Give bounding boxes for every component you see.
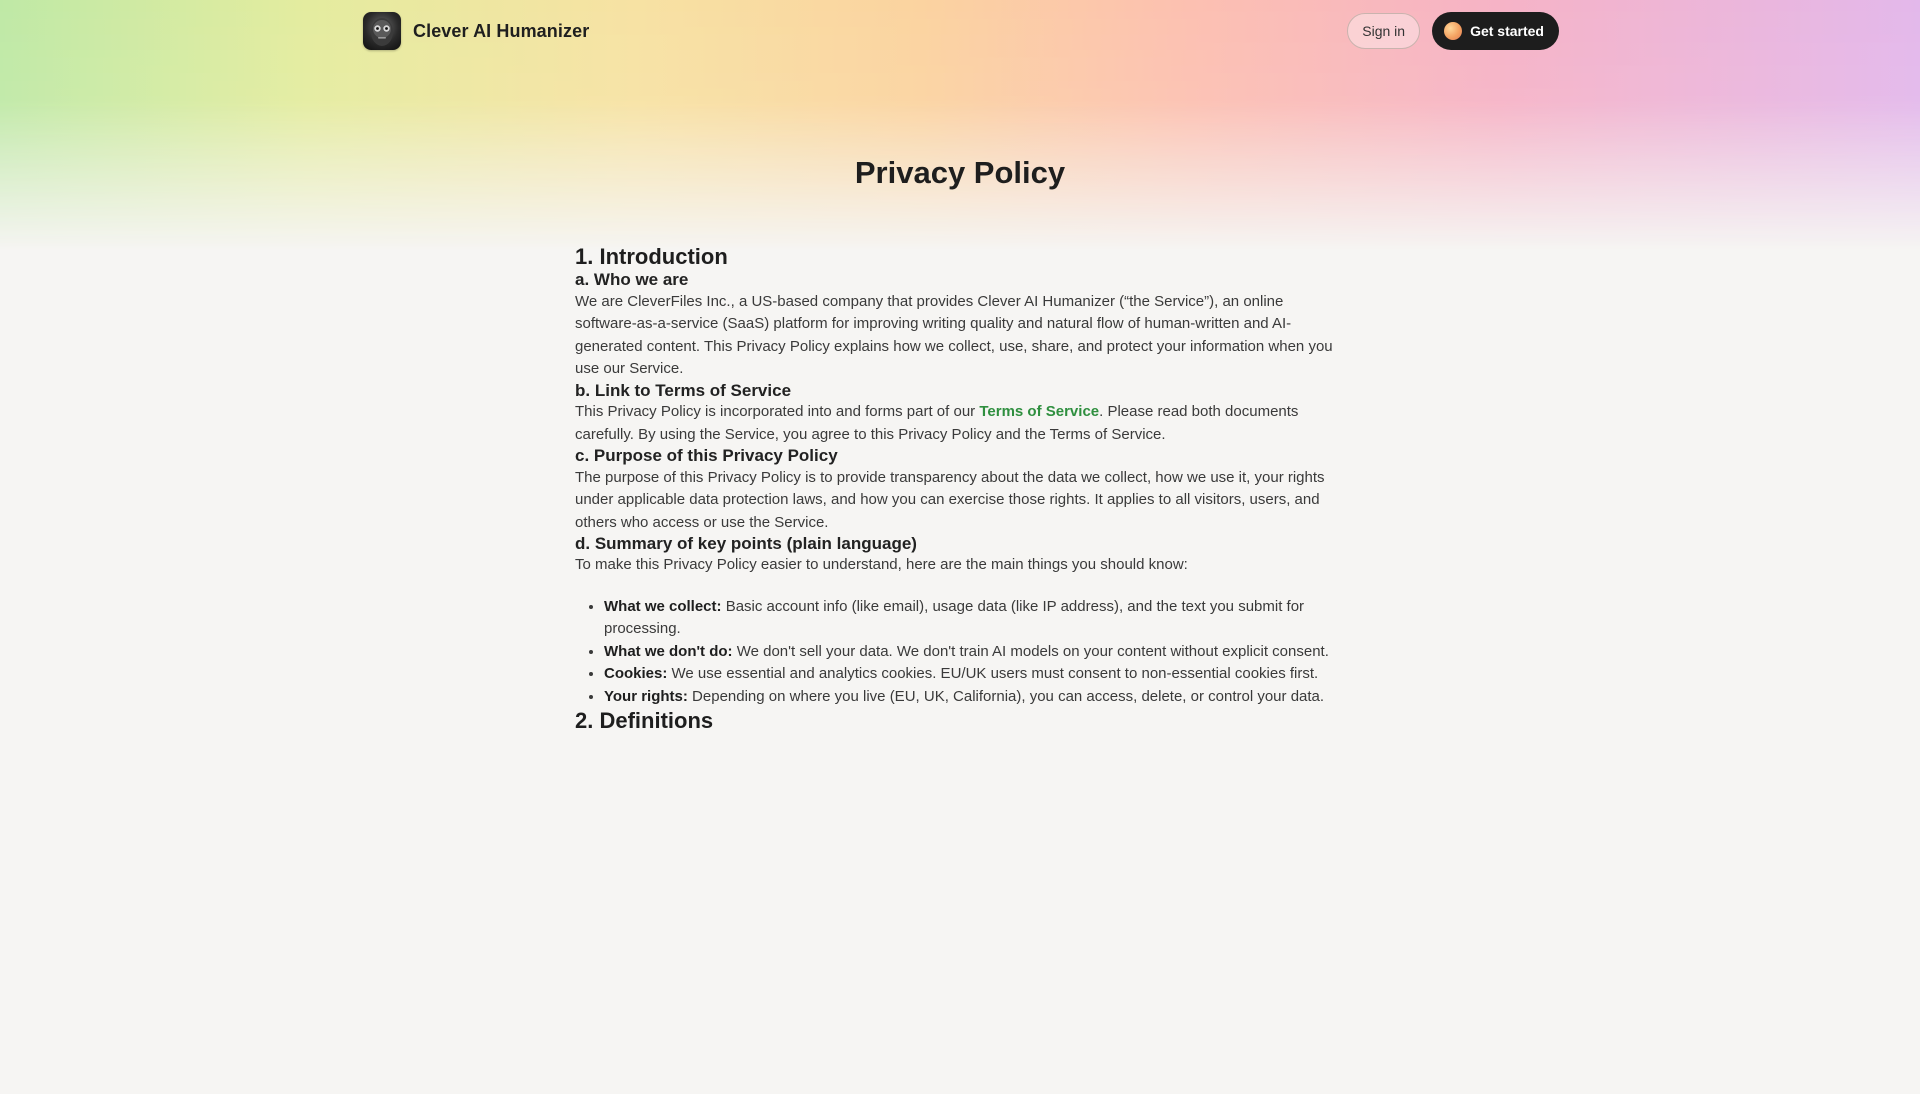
subheading-purpose: c. Purpose of this Privacy Policy: [575, 446, 838, 466]
get-started-label: Get started: [1470, 23, 1544, 39]
point-text: Depending on where you live (EU, UK, California), you can access, delete, or control your data.: [687, 687, 1325, 705]
key-points-list: [575, 596, 1345, 709]
brand-name: Clever AI Humanizer: [413, 20, 590, 41]
paragraph-terms-link: [575, 401, 1345, 446]
paragraph-who-we-are: We are CleverFiles Inc., a US-based company that provides Clever AI Humanizer (“the Service”), an online software-as-a-service (SaaS) platform for improving writing quality and natural flow of human-written and AI-generated content. This Privacy Policy explains how we collect, use, share, and protect your information when you use our Service.: [575, 292, 1333, 378]
list-item: [604, 596, 1345, 641]
header-actions: [1347, 12, 1559, 50]
paragraph-summary-intro: To make this Privacy Policy easier to understand, here are the main things you should know:: [575, 556, 1188, 574]
get-started-button[interactable]: [1432, 12, 1559, 50]
subheading-who-we-are: a. Who we are: [575, 270, 689, 290]
paragraph-purpose: The purpose of this Privacy Policy is to provide transparency about the data we collect, how we use it, your rights under applicable data protection laws, and how you can exercise those rights. It applies to all visitors, users, and others who access or use the Service.: [575, 468, 1325, 531]
terms-text-after: . Please read both documents carefully. By using the Service, you agree to this Privacy Policy and the Terms of Service.: [575, 403, 1299, 443]
list-item: [604, 686, 1345, 709]
section-heading-definitions: 2. Definitions: [575, 708, 714, 734]
subheading-terms-link: b. Link to Terms of Service: [575, 380, 792, 400]
subheading-summary: d. Summary of key points (plain language): [575, 534, 917, 554]
robot-face-icon: [363, 12, 401, 50]
page-title: Privacy Policy: [854, 155, 1066, 190]
point-text: Basic account info (like email), usage data (like IP address), and the text you submit for processing.: [604, 597, 1305, 638]
top-navigation: [363, 12, 1559, 50]
point-label: Your rights:: [604, 687, 688, 705]
list-item: [604, 663, 1345, 686]
list-item: [604, 641, 1345, 664]
policy-content: [575, 244, 1345, 735]
section-heading-introduction: 1. Introduction: [575, 244, 728, 269]
brand-home-link[interactable]: [363, 12, 589, 50]
sign-in-button[interactable]: Sign in: [1347, 13, 1420, 49]
terms-text-before: This Privacy Policy is incorporated into and forms part of our: [575, 403, 980, 421]
terms-of-service-link[interactable]: Terms of Service: [979, 403, 1100, 421]
point-text: We use essential and analytics cookies. EU/UK users must consent to non-essential cookies first.: [667, 665, 1319, 683]
orange-dot-icon: [1444, 22, 1462, 40]
point-text: We don't sell your data. We don't train AI models on your content without explicit consent.: [732, 642, 1329, 660]
point-label: Cookies:: [604, 665, 668, 683]
point-label: What we collect:: [604, 597, 722, 615]
point-label: What we don't do:: [604, 642, 733, 660]
